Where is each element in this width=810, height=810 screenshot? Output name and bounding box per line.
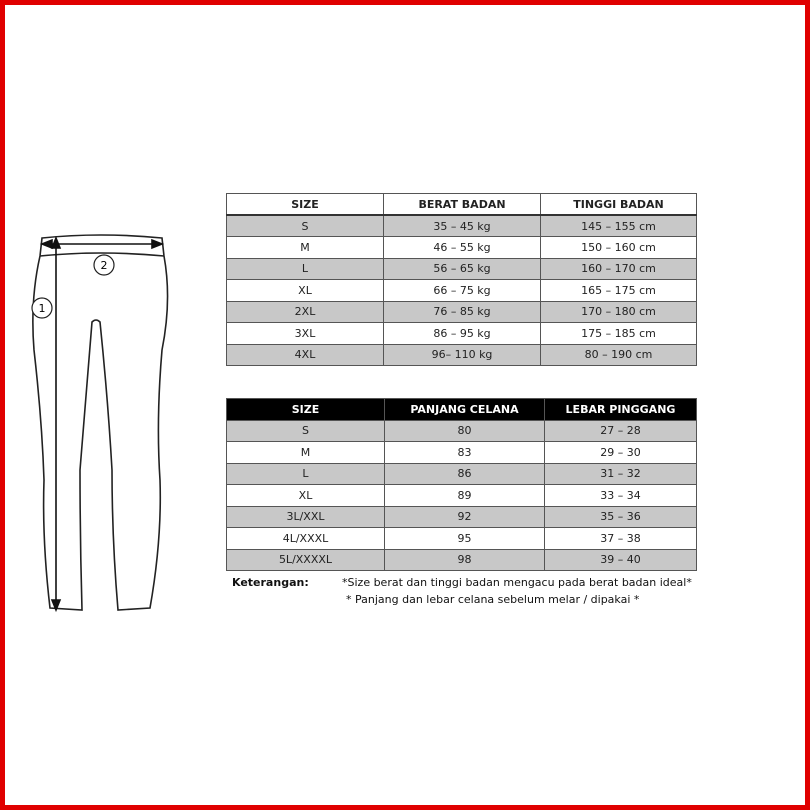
table-cell: L	[227, 463, 385, 485]
table-cell: 98	[385, 549, 545, 571]
table-cell: S	[227, 420, 385, 442]
table-cell: 66 – 75 kg	[384, 280, 541, 302]
table-cell: 96– 110 kg	[384, 344, 541, 366]
table-cell: 145 – 155 cm	[541, 215, 697, 237]
table-cell: 89	[385, 485, 545, 507]
body-size-table	[226, 193, 697, 366]
table-row	[227, 485, 697, 507]
header-tinggi: TINGGI BADAN	[541, 194, 697, 216]
table-cell: 80 – 190 cm	[541, 344, 697, 366]
table-cell: 39 – 40	[545, 549, 697, 571]
table-cell: 46 – 55 kg	[384, 237, 541, 259]
table-cell: 83	[385, 442, 545, 464]
table-cell: 3L/XXL	[227, 506, 385, 528]
table-cell: 31 – 32	[545, 463, 697, 485]
marker-1: 1	[38, 302, 46, 315]
table-row	[227, 280, 697, 302]
header-lebar: LEBAR PINGGANG	[545, 399, 697, 421]
notes-label: Keterangan:	[232, 576, 309, 589]
header-panjang: PANJANG CELANA	[385, 399, 545, 421]
table-cell: 150 – 160 cm	[541, 237, 697, 259]
header-berat: BERAT BADAN	[384, 194, 541, 216]
table-row	[227, 258, 697, 280]
header-size: SIZE	[227, 194, 384, 216]
table-row	[227, 420, 697, 442]
table-cell: 56 – 65 kg	[384, 258, 541, 280]
pants-size-table	[226, 398, 697, 571]
table-cell: 5L/XXXXL	[227, 549, 385, 571]
table-cell: 165 – 175 cm	[541, 280, 697, 302]
table-cell: M	[227, 442, 385, 464]
table-cell: M	[227, 237, 384, 259]
table-cell: 2XL	[227, 301, 384, 323]
table-cell: 27 – 28	[545, 420, 697, 442]
table-cell: 4XL	[227, 344, 384, 366]
table-row	[227, 344, 697, 366]
table-cell: L	[227, 258, 384, 280]
table-cell: 37 – 38	[545, 528, 697, 550]
table-row	[227, 215, 697, 237]
table-row	[227, 323, 697, 345]
table-row	[227, 463, 697, 485]
table-row	[227, 237, 697, 259]
table-cell: 4L/XXXL	[227, 528, 385, 550]
table-cell: 80	[385, 420, 545, 442]
table-cell: 170 – 180 cm	[541, 301, 697, 323]
table-cell: S	[227, 215, 384, 237]
marker-2: 2	[100, 259, 108, 272]
table-cell: 29 – 30	[545, 442, 697, 464]
table-cell: 92	[385, 506, 545, 528]
header-size: SIZE	[227, 399, 385, 421]
table-cell: 86	[385, 463, 545, 485]
table-row	[227, 506, 697, 528]
table-cell: 35 – 45 kg	[384, 215, 541, 237]
table-row	[227, 528, 697, 550]
table-cell: 95	[385, 528, 545, 550]
note-2: * Panjang dan lebar celana sebelum melar / dipakai *	[346, 593, 640, 606]
table-cell: XL	[227, 485, 385, 507]
pants-outline	[33, 235, 168, 610]
pants-diagram	[20, 225, 180, 625]
table-cell: 160 – 170 cm	[541, 258, 697, 280]
table-cell: 76 – 85 kg	[384, 301, 541, 323]
table-cell: XL	[227, 280, 384, 302]
table-row	[227, 301, 697, 323]
note-1: *Size berat dan tinggi badan mengacu pada berat badan ideal*	[342, 576, 692, 589]
table-row	[227, 442, 697, 464]
table-cell: 3XL	[227, 323, 384, 345]
table-cell: 175 – 185 cm	[541, 323, 697, 345]
table-row	[227, 549, 697, 571]
table-cell: 86 – 95 kg	[384, 323, 541, 345]
table-cell: 33 – 34	[545, 485, 697, 507]
table-cell: 35 – 36	[545, 506, 697, 528]
